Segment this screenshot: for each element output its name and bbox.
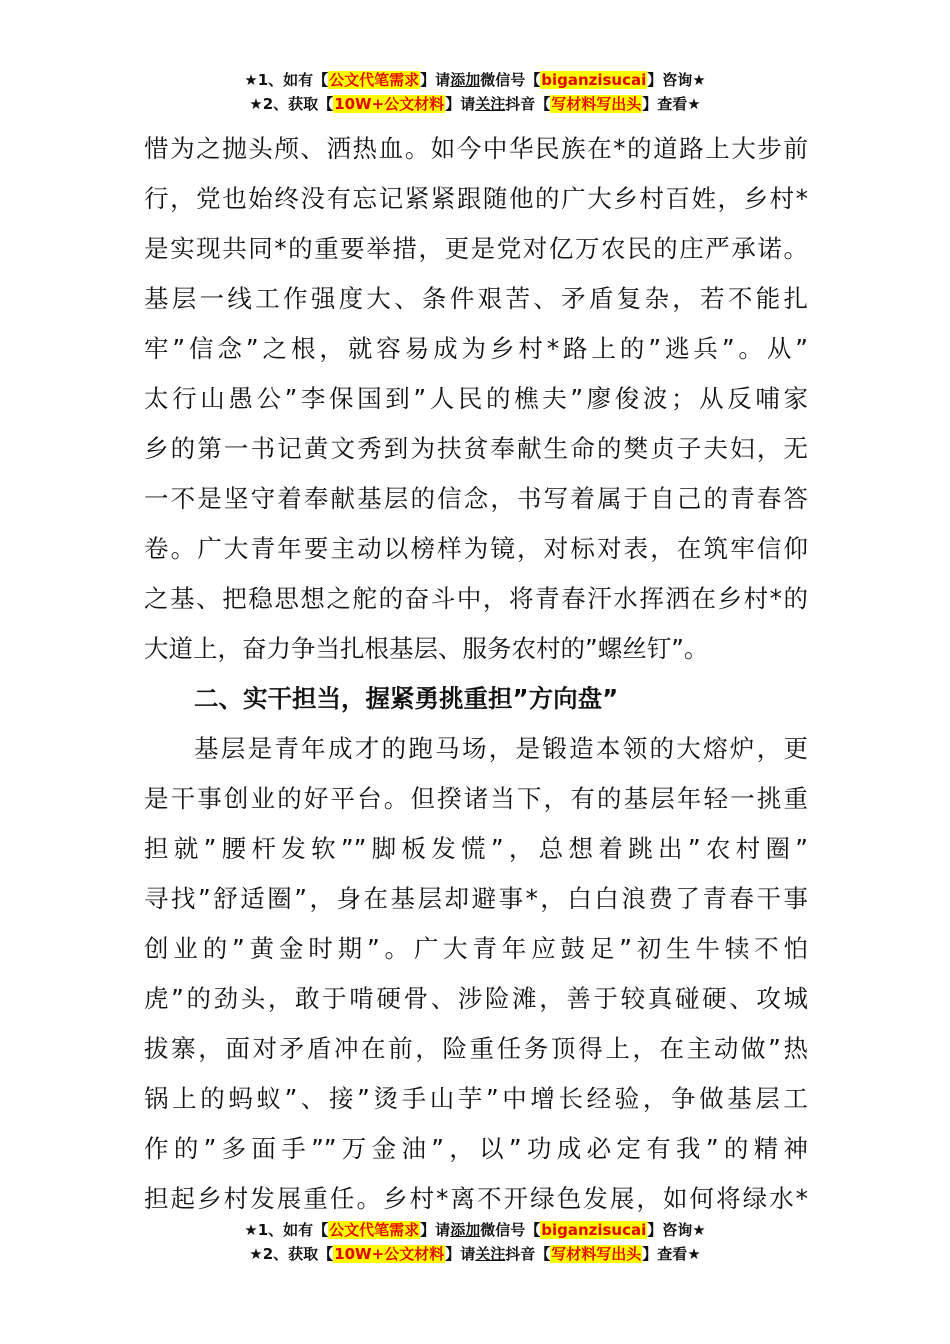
banner-text: 】请 bbox=[420, 71, 451, 89]
banner-highlight: 写材料写出头 bbox=[551, 1245, 642, 1263]
banner-highlight: 10W+公文材料 bbox=[334, 95, 445, 113]
banner-text: 抖音【 bbox=[505, 95, 551, 113]
banner-highlight: biganzisucai bbox=[541, 71, 647, 89]
document-body bbox=[144, 124, 808, 1224]
banner-line-2 bbox=[0, 92, 950, 116]
body-line: 是实现共同*的重要举措，更是党对亿万农民的庄严承诺。 bbox=[144, 234, 808, 263]
banner-text: 微信号【 bbox=[480, 1221, 541, 1239]
banner-highlight: biganzisucai bbox=[541, 1221, 647, 1239]
body-line: 乡的第一书记黄文秀到为扶贫奉献生命的樊贞子夫妇，无 bbox=[144, 434, 808, 463]
body-line: 基层是青年成才的跑马场，是锻造本领的大熔炉，更 bbox=[194, 734, 808, 763]
banner-text: 】请 bbox=[445, 1245, 476, 1263]
body-line: 虎”的劲头，敢于啃硬骨、涉险滩，善于较真碰硬、攻城 bbox=[144, 984, 808, 1013]
body-line: 拔寨，面对矛盾冲在前，险重任务顶得上，在主动做”热 bbox=[144, 1034, 808, 1063]
banner-text: 】请 bbox=[445, 95, 476, 113]
banner-underline: 添加 bbox=[450, 71, 481, 89]
body-line: 寻找”舒适圈”，身在基层却避事*，白白浪费了青春干事 bbox=[144, 884, 808, 913]
banner-text: 】咨询★ bbox=[647, 71, 706, 89]
banner-highlight: 10W+公文材料 bbox=[334, 1245, 445, 1263]
body-line: 基层一线工作强度大、条件艰苦、矛盾复杂，若不能扎 bbox=[144, 284, 808, 313]
body-line: 之基、把稳思想之舵的奋斗中，将青春汗水挥洒在乡村*的 bbox=[144, 584, 808, 613]
body-line: 担起乡村发展重任。乡村*离不开绿色发展，如何将绿水* bbox=[144, 1184, 808, 1213]
banner-text: 】查看★ bbox=[642, 1245, 701, 1263]
banner-line-2 bbox=[0, 1242, 950, 1266]
body-line: 锅上的蚂蚁”、接”烫手山芋”中增长经验，争做基层工 bbox=[144, 1084, 808, 1113]
body-line: 太行山愚公”李保国到”人民的樵夫”廖俊波；从反哺家 bbox=[144, 384, 808, 413]
body-line: 作的”多面手””万金油”，以”功成必定有我”的精神 bbox=[144, 1134, 808, 1163]
body-line: 牢”信念”之根，就容易成为乡村*路上的”逃兵”。从” bbox=[144, 334, 808, 363]
body-line: 行，党也始终没有忘记紧紧跟随他的广大乡村百姓，乡村* bbox=[144, 184, 808, 213]
banner-text: 】咨询★ bbox=[647, 1221, 706, 1239]
banner-text: 】查看★ bbox=[642, 95, 701, 113]
footer-banner bbox=[0, 1218, 950, 1266]
banner-line-1 bbox=[0, 1218, 950, 1242]
section-heading: 二、实干担当，握紧勇挑重担”方向盘” bbox=[194, 684, 619, 713]
banner-underline: 添加 bbox=[450, 1221, 481, 1239]
banner-text: 微信号【 bbox=[480, 71, 541, 89]
banner-text: 】请 bbox=[420, 1221, 451, 1239]
banner-highlight: 公文代笔需求 bbox=[329, 71, 420, 89]
banner-line-1 bbox=[0, 68, 950, 92]
body-line: 担就”腰杆发软””脚板发慌”，总想着跳出”农村圈” bbox=[144, 834, 808, 863]
body-line: 一不是坚守着奉献基层的信念，书写着属于自己的青春答 bbox=[144, 484, 808, 513]
body-line: 创业的”黄金时期”。广大青年应鼓足”初生牛犊不怕 bbox=[144, 934, 808, 963]
banner-text: ★2、获取【 bbox=[249, 95, 334, 113]
body-line: 卷。广大青年要主动以榜样为镜，对标对表，在筑牢信仰 bbox=[144, 534, 808, 563]
banner-underline: 关注 bbox=[475, 1245, 506, 1263]
banner-highlight: 公文代笔需求 bbox=[329, 1221, 420, 1239]
banner-highlight: 写材料写出头 bbox=[551, 95, 642, 113]
banner-text: 抖音【 bbox=[505, 1245, 551, 1263]
body-line: 是干事创业的好平台。但揆诸当下，有的基层年轻一挑重 bbox=[144, 784, 808, 813]
banner-text: ★1、如有【 bbox=[244, 71, 329, 89]
body-line: 惜为之抛头颅、洒热血。如今中华民族在*的道路上大步前 bbox=[144, 134, 808, 163]
banner-text: ★2、获取【 bbox=[249, 1245, 334, 1263]
banner-underline: 关注 bbox=[475, 95, 506, 113]
header-banner bbox=[0, 68, 950, 116]
body-line: 大道上，奋力争当扎根基层、服务农村的”螺丝钉”。 bbox=[144, 634, 709, 663]
banner-text: ★1、如有【 bbox=[244, 1221, 329, 1239]
